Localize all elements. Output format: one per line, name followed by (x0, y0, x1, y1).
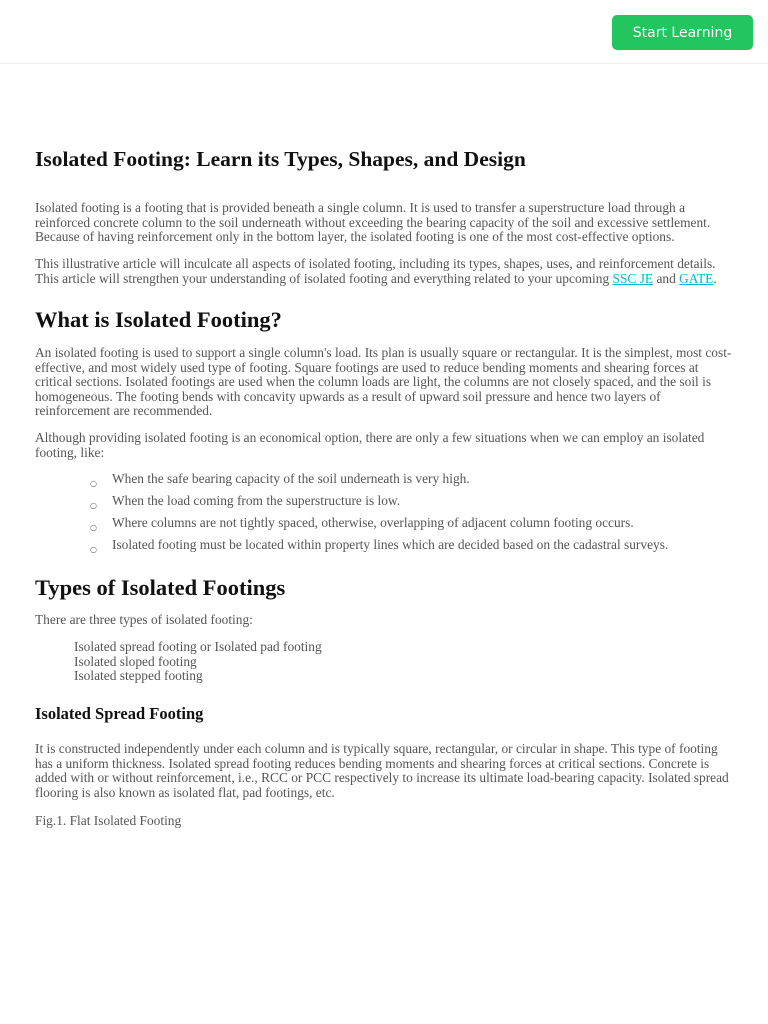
bullet-circle-icon: ○ (90, 479, 97, 488)
list-item-text: When the load coming from the superstructure is low. (112, 493, 401, 508)
intro-paragraph-1: Isolated footing is a footing that is provided beneath a single column. It is used to transfer a superstructure load through a reinforced concrete column to the soil underneath without exceeding the bearing capacity of the soil and excessive settlement. Because of having reinforcement only in the bottom layer, the isolated footing is one of the most cost-effective options. (35, 200, 711, 244)
section-heading-spread: Isolated Spread Footing (35, 704, 204, 723)
bullet-circle-icon: ○ (90, 523, 97, 532)
bullet-circle-icon: ○ (90, 545, 97, 554)
list-item-text: Isolated footing must be located within property lines which are decided based on the cadastral surveys. (112, 537, 669, 552)
intro-2-end: . (713, 270, 717, 286)
section-heading-what-is: What is Isolated Footing? (35, 307, 282, 332)
what-paragraph-1: An isolated footing is used to support a single column's load. Its plan is usually square or rectangular. It is the simplest, most cost-effective, and most widely used type of footing. Square footings are used to reduce bending moments and shearing forces at critical sections. Isolated footings are used when the column loads are light, the columns are not closely spaced, and the soil is homogeneous. The footing bends with concavity upwards as a result of upward soil pressure and hence two layers of reinforcement are recommended. (35, 345, 732, 418)
what-paragraph-2: Although providing isolated footing is an economical option, there are only a few situations when we can employ an isolated footing, like: (35, 430, 705, 460)
intro-2-text: This illustrative article will inculcate all aspects of isolated footing, including its types, shapes, uses, and reinforcement details. This article will strengthen your understanding of isolated footing and everything related to your upcoming (35, 256, 716, 286)
bullet-circle-icon: ○ (90, 501, 97, 510)
list-item: Isolated sloped footing (74, 653, 197, 669)
types-intro: There are three types of isolated footing: (35, 612, 253, 627)
intro-paragraph-2 (35, 257, 735, 286)
list-item-text: Where columns are not tightly spaced, otherwise, overlapping of adjacent column footing occurs. (112, 515, 634, 530)
list-item: Isolated stepped footing (74, 668, 203, 684)
spread-paragraph: It is constructed independently under each column and is typically square, rectangular, or circular in shape. This type of footing has a uniform thickness. Isolated spread footing reduces bending moments and shearing forces at critical sections. Concrete is added with or without reinforcement, i.e., RCC or PCC respectively to increase its ultimate load-bearing capacity. Isolated spread flooring is also known as isolated flat, pad footings, etc. (35, 741, 729, 800)
top-bar (0, 0, 768, 64)
intro-2-and: and (653, 270, 680, 286)
section-heading-types: Types of Isolated Footings (35, 575, 286, 600)
list-item: Isolated spread footing or Isolated pad footing (74, 639, 322, 654)
gate-link[interactable]: GATE (679, 270, 714, 286)
start-learning-button[interactable]: Start Learning (612, 15, 753, 50)
figure-caption: Fig.1. Flat Isolated Footing (35, 813, 182, 828)
list-item-text: When the safe bearing capacity of the soil underneath is very high. (112, 471, 470, 486)
ssc-je-link[interactable]: SSC JE (612, 270, 654, 286)
types-list (74, 640, 322, 684)
page-title: Isolated Footing: Learn its Types, Shapes, and Design (35, 147, 526, 171)
